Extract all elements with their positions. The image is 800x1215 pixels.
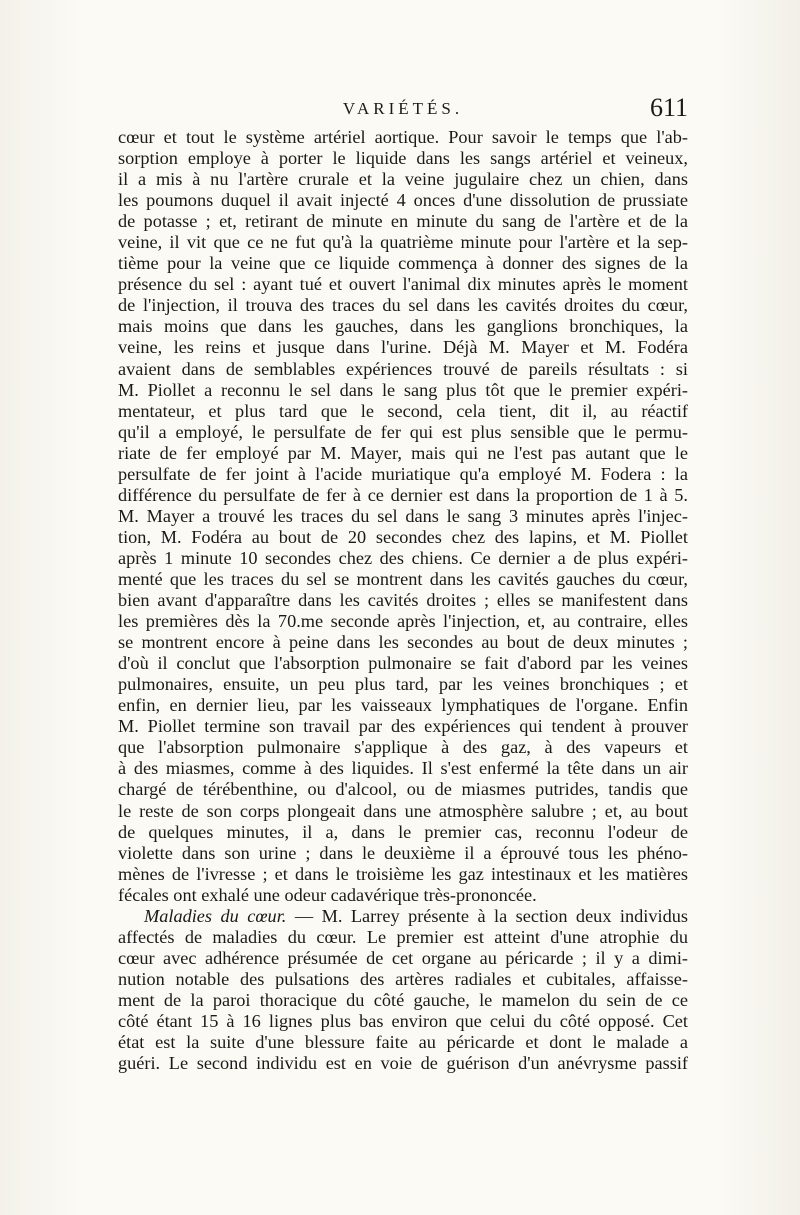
text-line: de quelques minutes, il a, dans le premier cas, reconnu l'odeur de — [118, 821, 688, 842]
text-line: qu'il a employé, le persulfate de fer qui est plus sensible que le permu- — [118, 421, 688, 442]
text-line: M. Mayer a trouvé les traces du sel dans le sang 3 minutes après l'injec- — [118, 505, 688, 526]
section-first-line — [118, 906, 688, 927]
text-line: que l'absorption pulmonaire s'applique à des gaz, à des vapeurs et — [118, 737, 688, 758]
text-line: bien avant d'apparaître dans les cavités droites ; elles se manifestent dans — [118, 590, 688, 611]
page-number: 611 — [649, 93, 688, 122]
text-line: chargé de térébenthine, ou d'alcool, ou de miasmes putrides, tandis que — [118, 779, 688, 800]
text-line: fécales ont exhalé une odeur cadavérique très-prononcée. — [118, 884, 537, 905]
page-header — [118, 93, 688, 127]
text-line: avaient dans de semblables expériences trouvé de pareils résultats : si — [118, 358, 688, 379]
text-line: menté que les traces du sel se montrent dans les cavités gauches du cœur, — [118, 568, 688, 589]
body-text — [118, 127, 688, 1074]
text-line: il a mis à nu l'artère crurale et la veine jugulaire chez un chien, dans — [118, 169, 688, 190]
text-line: le reste de son corps plongeait dans une atmosphère salubre ; et, au bout — [118, 800, 688, 821]
text-line: persulfate de fer joint à l'acide muriatique qu'a employé M. Fodera : la — [118, 463, 688, 484]
text-line: mentateur, et plus tard que le second, cela tient, dit il, au réactif — [118, 400, 688, 421]
text-line: guéri. Le second individu est en voie de guérison d'un anévrysme passif — [118, 1053, 688, 1074]
text-line: de potasse ; et, retirant de minute en minute du sang de l'artère et de la — [118, 211, 688, 232]
running-head: VARIÉTÉS. — [342, 99, 464, 118]
text-line: tion, M. Fodéra au bout de 20 secondes chez des lapins, et M. Piollet — [118, 526, 688, 547]
text-line: cœur et tout le système artériel aortique. Pour savoir le temps que l'ab- — [118, 127, 688, 147]
text-line: présence du sel : ayant tué et ouvert l'animal dix minutes après le moment — [118, 274, 688, 295]
text-line: côté étant 15 à 16 lignes plus bas environ que celui du côté opposé. Cet — [118, 1010, 688, 1031]
text-line: les poumons duquel il avait injecté 4 onces d'une dissolution de prussiate — [118, 190, 688, 211]
text-line: se montrent encore à peine dans les secondes au bout de deux minutes ; — [118, 632, 688, 653]
text-line: les premières dès la 70.me seconde après l'injection, et, au contraire, elles — [118, 611, 688, 632]
text-line: à des miasmes, comme à des liquides. Il s'est enfermé la tête dans un air — [118, 758, 688, 779]
text-line: mais moins que dans les gauches, dans les ganglions bronchiques, la — [118, 316, 688, 337]
text-line: ment de la paroi thoracique du côté gauche, le mamelon du sein de ce — [118, 989, 688, 1010]
text-line: état est la suite d'une blessure faite au péricarde et dont le malade a — [118, 1032, 688, 1053]
text-line: mènes de l'ivresse ; et dans le troisième les gaz intestinaux et les matières — [118, 863, 688, 884]
section-first-line-text: — M. Larrey présente à la section deux individus — [286, 905, 688, 926]
text-line: M. Piollet termine son travail par des expériences qui tendent à prouver — [118, 716, 688, 737]
text-line: cœur avec adhérence présumée de cet organe au péricarde ; il y a dimi- — [118, 947, 688, 968]
text-line: affectés de maladies du cœur. Le premier est atteint d'une atrophie du — [118, 926, 688, 947]
text-line: veine, il vit que ce ne fut qu'à la quatrième minute pour l'artère et la sep- — [118, 232, 688, 253]
text-line: d'où il conclut que l'absorption pulmonaire se fait d'abord par les veines — [118, 653, 688, 674]
text-line: veine, les reins et jusque dans l'urine. Déjà M. Mayer et M. Fodéra — [118, 337, 688, 358]
section-heading: Maladies du cœur. — [144, 905, 287, 926]
text-line: violette dans son urine ; dans le deuxième il a éprouvé tous les phéno- — [118, 842, 688, 863]
text-line: riate de fer employé par M. Mayer, mais qui ne l'est pas autant que le — [118, 442, 688, 463]
text-line: M. Piollet a reconnu le sel dans le sang plus tôt que le premier expéri- — [118, 379, 688, 400]
text-line: de l'injection, il trouva des traces du sel dans les cavités droites du cœur, — [118, 295, 688, 316]
text-line: sorption employe à porter le liquide dans les sangs artériel et veineux, — [118, 148, 688, 169]
text-line: différence du persulfate de fer à ce dernier est dans la proportion de 1 à 5. — [118, 484, 688, 505]
text-line: pulmonaires, ensuite, un peu plus tard, par les veines bronchiques ; et — [118, 674, 688, 695]
text-line: tième pour la veine que ce liquide commença à donner des signes de la — [118, 253, 688, 274]
text-line: après 1 minute 10 secondes chez des chiens. Ce dernier a de plus expéri- — [118, 547, 688, 568]
text-line: enfin, en dernier lieu, par les vaisseaux lymphatiques de l'organe. Enfin — [118, 695, 688, 716]
text-line: nution notable des pulsations des artères radiales et cubitales, affaisse- — [118, 968, 688, 989]
